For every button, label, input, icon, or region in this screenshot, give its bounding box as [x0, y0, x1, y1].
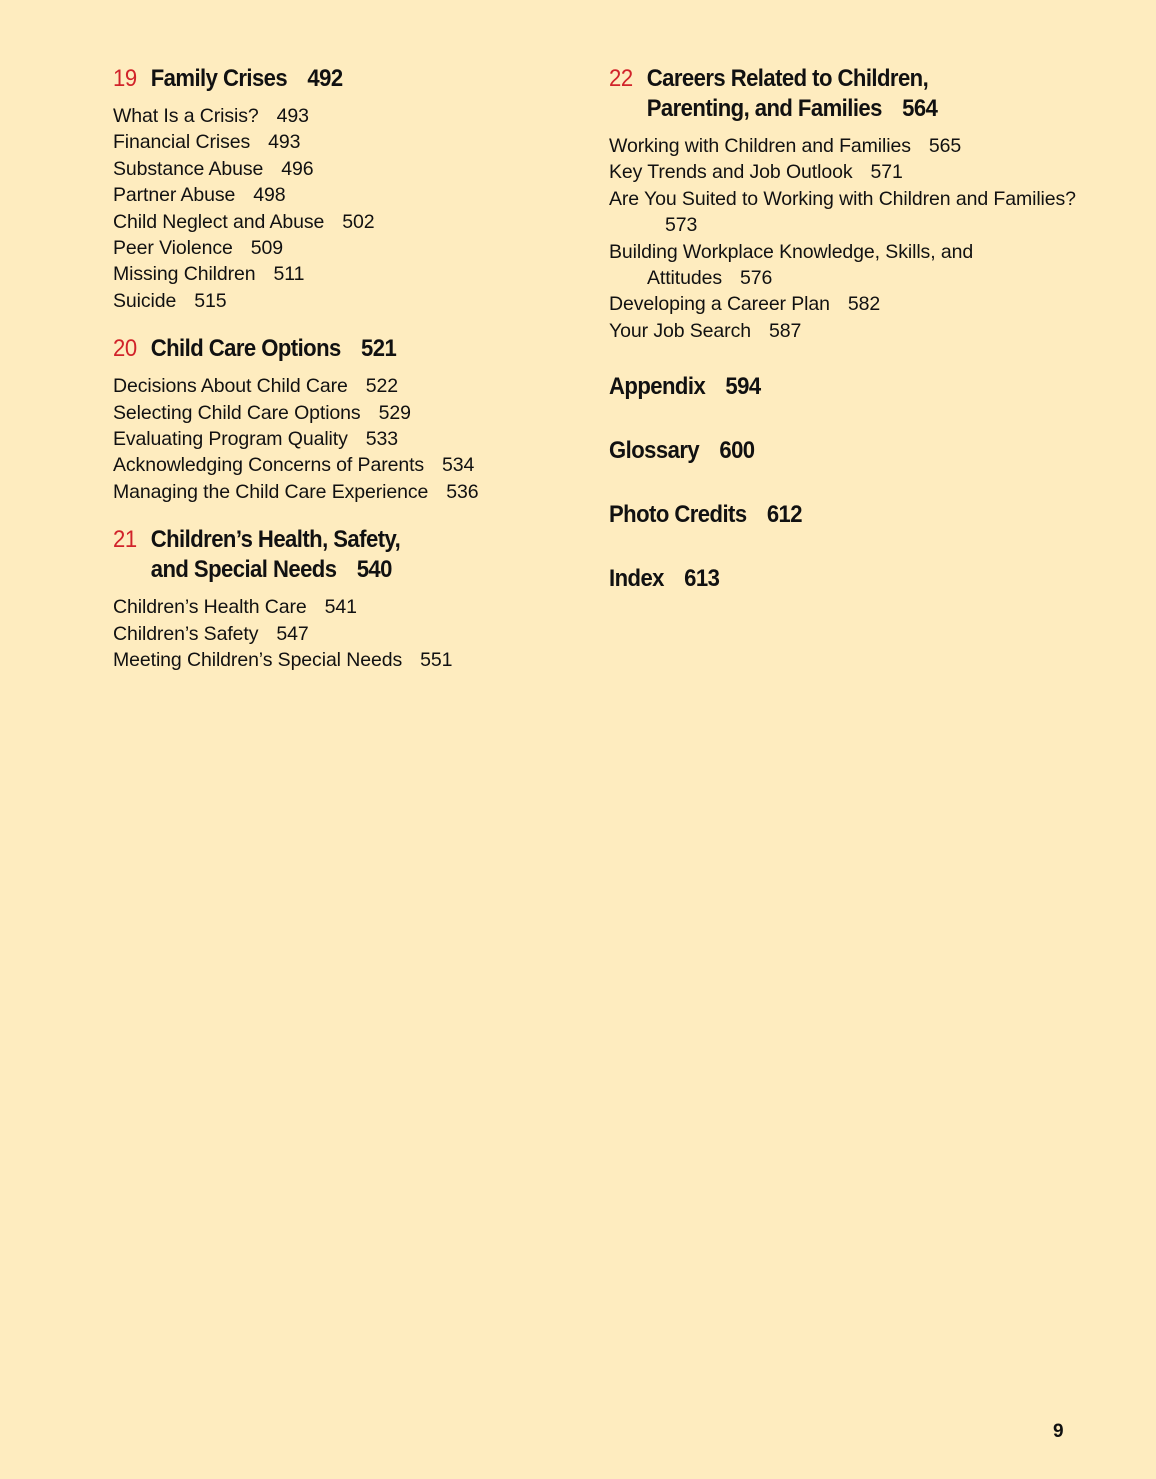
chapter-title-text: Parenting, and Families	[646, 95, 882, 122]
chapter-page: 521	[360, 335, 397, 363]
chapter-heading[interactable]	[113, 334, 536, 364]
section-item[interactable]	[113, 452, 573, 478]
section-item[interactable]	[113, 288, 573, 314]
chapter-22	[609, 64, 1079, 344]
section-page: 498	[253, 184, 286, 207]
section-page: 522	[365, 375, 399, 398]
section-item[interactable]	[609, 133, 1079, 159]
backmatter-title: Index	[609, 565, 664, 593]
section-item[interactable]	[113, 103, 573, 129]
backmatter-appendix[interactable]	[609, 372, 1041, 402]
chapter-number: 21	[113, 526, 137, 554]
chapter-title-text: Child Care Options	[150, 335, 341, 363]
section-title: Suicide	[113, 289, 177, 312]
section-title: Working with Children and Families	[609, 135, 911, 157]
toc-left-column	[113, 64, 573, 694]
chapter-page: 492	[307, 65, 343, 92]
section-page: 493	[268, 131, 301, 154]
chapter-19	[113, 64, 573, 314]
chapter-heading[interactable]	[113, 64, 536, 94]
section-list	[113, 594, 573, 673]
section-item[interactable]	[113, 373, 573, 399]
section-title: Financial Crises	[113, 131, 251, 154]
section-item[interactable]	[113, 261, 573, 287]
chapter-title	[151, 525, 400, 585]
section-page: 571	[870, 161, 903, 184]
section-page: 533	[365, 428, 399, 451]
chapter-title-text: Careers Related to Children,	[646, 65, 929, 92]
backmatter-glossary[interactable]	[609, 436, 1041, 466]
section-page: 565	[928, 135, 962, 157]
page-number: 9	[1053, 1421, 1064, 1442]
section-item[interactable]	[113, 647, 573, 673]
section-item[interactable]	[609, 159, 1079, 185]
backmatter-index[interactable]	[609, 564, 1041, 594]
backmatter-page: 613	[684, 565, 720, 593]
section-title: Substance Abuse	[113, 157, 264, 180]
section-title: Peer Violence	[113, 237, 233, 260]
toc-right-column	[609, 64, 1079, 628]
section-title: Child Neglect and Abuse	[113, 210, 325, 233]
section-title: Selecting Child Care Options	[113, 401, 361, 424]
section-item[interactable]	[113, 235, 573, 261]
section-page: 502	[342, 210, 375, 233]
chapter-heading[interactable]	[609, 64, 1041, 124]
section-item[interactable]	[113, 209, 573, 235]
backmatter-page: 612	[766, 501, 803, 529]
section-title: Key Trends and Job Outlook	[609, 161, 853, 184]
chapter-title	[151, 64, 343, 94]
section-list	[113, 373, 573, 505]
chapter-number: 19	[113, 65, 137, 92]
section-item[interactable]	[113, 129, 573, 155]
section-page: 573	[665, 214, 698, 237]
section-page: 551	[420, 649, 453, 672]
section-page: 511	[273, 263, 305, 286]
section-page: 529	[378, 401, 411, 424]
section-title: Missing Children	[113, 263, 256, 286]
section-item[interactable]	[113, 156, 573, 182]
section-item[interactable]	[113, 479, 573, 505]
section-title: Partner Abuse	[113, 184, 236, 207]
chapter-title-text: Children’s Health, Safety,	[150, 526, 401, 554]
chapter-title-text: Family Crises	[150, 65, 288, 92]
section-title: Building Workplace Knowledge, Skills, and Attitudes	[609, 240, 974, 290]
chapter-title	[151, 334, 396, 364]
section-item[interactable]	[609, 291, 1079, 317]
section-title: Are You Suited to Working with Children and Families?	[609, 187, 1076, 210]
chapter-21	[113, 525, 573, 673]
chapter-title	[647, 64, 938, 124]
section-page: 541	[324, 596, 357, 619]
section-title: Meeting Children’s Special Needs	[113, 649, 403, 672]
section-item[interactable]	[609, 186, 1079, 239]
section-page: 493	[276, 105, 309, 127]
backmatter-title: Appendix	[609, 373, 706, 401]
section-title: Your Job Search	[609, 319, 751, 342]
backmatter-list	[609, 372, 1079, 594]
section-page: 534	[442, 454, 475, 477]
section-title: Decisions About Child Care	[113, 375, 348, 398]
section-list	[113, 103, 573, 314]
section-page: 509	[250, 237, 284, 260]
section-page: 515	[194, 289, 227, 312]
chapter-title-text: and Special Needs	[150, 556, 337, 584]
chapter-number: 20	[113, 335, 137, 363]
section-list	[609, 133, 1079, 344]
section-title: Children’s Safety	[113, 622, 259, 645]
chapter-heading[interactable]	[113, 525, 536, 585]
chapter-20	[113, 334, 573, 505]
section-item[interactable]	[113, 182, 573, 208]
chapter-page: 564	[902, 95, 938, 122]
chapter-number: 22	[609, 65, 633, 92]
section-page: 582	[847, 293, 881, 316]
section-title: What Is a Crisis?	[113, 105, 259, 127]
section-page: 547	[276, 622, 309, 645]
section-item[interactable]	[113, 621, 573, 647]
section-title: Acknowledging Concerns of Parents	[113, 454, 425, 477]
section-title: Children’s Health Care	[113, 596, 307, 619]
section-title: Developing a Career Plan	[609, 293, 830, 316]
section-item[interactable]	[609, 239, 1079, 292]
section-title: Managing the Child Care Experience	[113, 480, 429, 503]
section-title: Evaluating Program Quality	[113, 428, 348, 451]
section-item[interactable]	[113, 426, 573, 452]
backmatter-page: 594	[725, 373, 761, 401]
section-page: 587	[768, 319, 802, 342]
section-item[interactable]	[113, 400, 573, 426]
backmatter-title: Photo Credits	[609, 501, 747, 529]
section-page: 496	[281, 157, 314, 180]
section-item[interactable]	[609, 318, 1079, 344]
section-page: 536	[446, 480, 479, 503]
section-page: 576	[739, 267, 773, 290]
chapter-page: 540	[356, 556, 392, 584]
backmatter-title: Glossary	[609, 437, 700, 465]
section-item[interactable]	[113, 594, 573, 620]
backmatter-photo-credits[interactable]	[609, 500, 1041, 530]
backmatter-page: 600	[719, 437, 755, 465]
